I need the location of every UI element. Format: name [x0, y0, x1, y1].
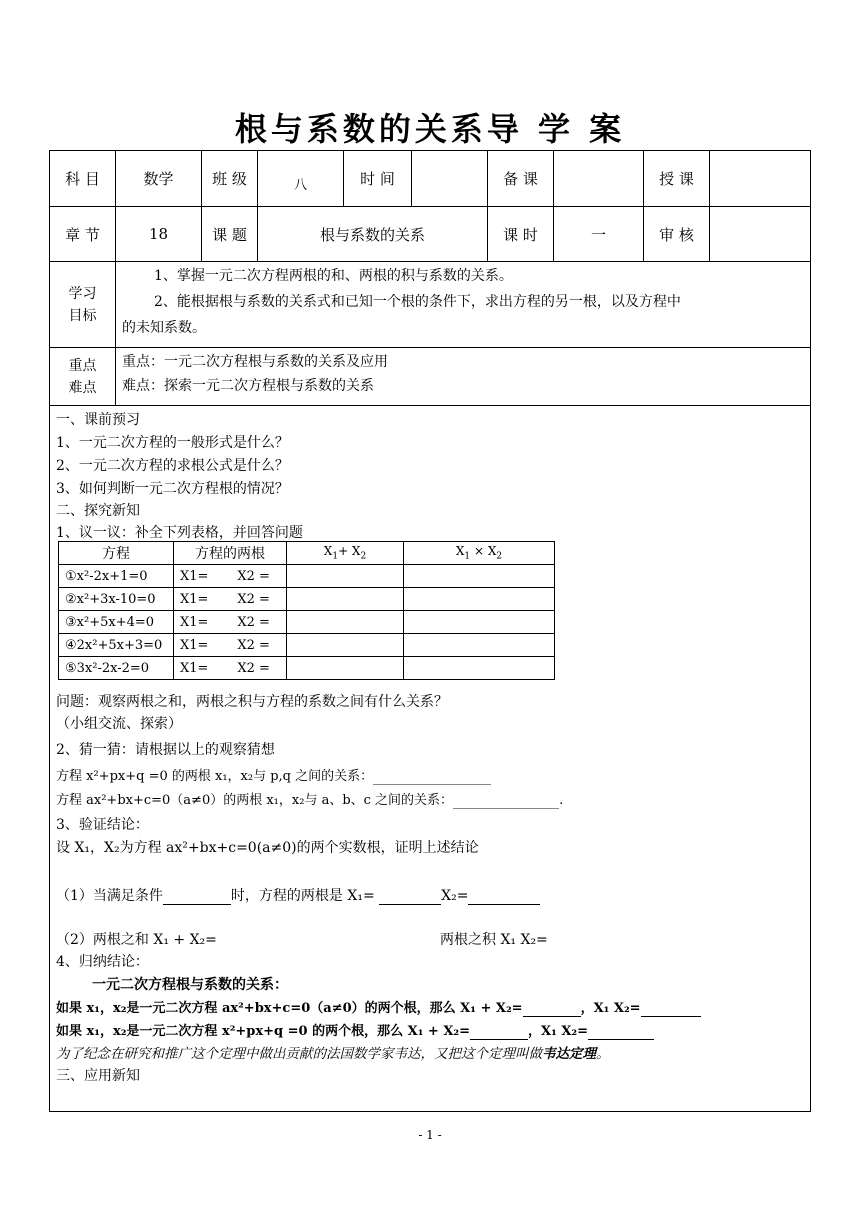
equation-cell: ②x²+3x-10=0: [59, 588, 174, 611]
table-row: [59, 657, 555, 680]
product-cell[interactable]: [404, 634, 555, 657]
goals-label: 学习 目标: [68, 285, 97, 324]
sum-cell[interactable]: [287, 565, 404, 588]
vieta-note: 为了纪念在研究和推广这个定理中做出贡献的法国数学家韦达，又把这个定理叫做韦达定理。: [56, 1046, 610, 1062]
class-label: 班 级: [212, 170, 247, 188]
relation-sum-blank[interactable]: [523, 1001, 581, 1017]
explore-step1: 1、议一议：补全下列表格，并回答问题: [56, 525, 303, 541]
header-roots: 方程的两根: [174, 542, 287, 565]
relation-general: 如果 x₁，x₂是一元二次方程 ax²+bx+c=0（a≠0）的两个根，那么 X₁ + X₂= ，X₁ X₂=: [56, 997, 701, 1017]
monic-sum-blank[interactable]: [470, 1024, 528, 1040]
product-cell[interactable]: [404, 588, 555, 611]
header-sum: $X_1+ X_2$: [287, 542, 404, 565]
difficult-point: 难点：探索一元二次方程根与系数的关系: [122, 378, 374, 394]
page-number: - 1 -: [418, 1128, 442, 1142]
preview-q3: 3、如何判断一元二次方程根的情况？: [56, 481, 289, 497]
guess-blank-2[interactable]: [453, 793, 559, 809]
chapter-label: 章 节: [65, 225, 100, 244]
guess-blank-1[interactable]: [373, 769, 491, 785]
roots-cell: X1= X2 =: [174, 611, 287, 634]
relation-heading: 一元二次方程根与系数的关系：: [92, 977, 288, 993]
section-preview: 一、课前预习: [56, 412, 140, 428]
preview-q2: 2、一元二次方程的求根公式是什么？: [56, 458, 289, 474]
time-value: [412, 151, 487, 206]
product-cell[interactable]: [404, 565, 555, 588]
row-divider: [50, 347, 810, 348]
explore-step3: 3、验证结论：: [56, 817, 149, 833]
table-header: [59, 542, 555, 565]
sum-cell[interactable]: [287, 657, 404, 680]
key-point: 重点：一元二次方程根与系数的关系及应用: [122, 354, 388, 370]
sum-cell[interactable]: [287, 588, 404, 611]
relation-monic: 如果 x₁，x₂是一元二次方程 x²+px+q =0 的两个根，那么 X₁ + X₂= ，X₁ X₂=: [56, 1020, 654, 1040]
preview-q1: 1、一元二次方程的一般形式是什么？: [56, 435, 289, 451]
chapter-value: 18: [148, 225, 169, 243]
goal-2-cont: 的未知系数。: [122, 320, 206, 336]
table-row: [59, 611, 555, 634]
monic-product-blank[interactable]: [588, 1024, 654, 1040]
teach-label: 授 课: [659, 170, 694, 188]
verify-statement: 设 X₁，X₂为方程 ax²+bx+c=0(a≠0)的两个实数根，证明上述结论: [56, 840, 479, 856]
topic-value: 根与系数的关系: [319, 225, 425, 244]
guess-line-2: 方程 ax²+bx+c=0（a≠0）的两根 x₁，x₂与 a、b、c 之间的关系： .: [56, 793, 564, 808]
prepare-label: 备 课: [503, 170, 538, 188]
condition-line: （1）当满足条件 时，方程的两根是 X₁= X₂=: [56, 885, 540, 905]
x2-blank[interactable]: [468, 888, 540, 905]
roots-cell: X1= X2 =: [174, 657, 287, 680]
table-row: [59, 565, 555, 588]
table-row: [59, 588, 555, 611]
header-product: $X_1 \times X_2$: [404, 542, 555, 565]
goal-1: 1、掌握一元二次方程两根的和、两根的积与系数的关系。: [154, 268, 513, 284]
key-label: 重点 难点: [68, 357, 97, 396]
period-value: 一: [590, 225, 606, 244]
product-cell[interactable]: [404, 611, 555, 634]
equation-cell: ④2x²+5x+3=0: [59, 634, 174, 657]
row-divider: [50, 405, 810, 406]
product-cell[interactable]: [404, 657, 555, 680]
product-of-roots: 两根之积 X₁ X₂=: [440, 932, 548, 948]
guess-line-1: 方程 x²+px+q =0 的两根 x₁，x₂与 p,q 之间的关系：: [56, 765, 491, 785]
sum-cell[interactable]: [287, 611, 404, 634]
explore-step4: 4、归纳结论：: [56, 954, 149, 970]
worksheet-table: [49, 150, 811, 1112]
group-discussion: （小组交流、探索）: [56, 716, 182, 732]
x1-blank[interactable]: [379, 888, 441, 905]
sum-of-roots: （2）两根之和 X₁ + X₂=: [56, 932, 217, 948]
table-row: [59, 634, 555, 657]
section-explore: 二、探究新知: [56, 503, 140, 519]
page-title: 根与系数的关系导 学 案: [234, 110, 626, 148]
goal-2: 2、能根据根与系数的关系式和已知一个根的条件下，求出方程的另一根，以及方程中: [154, 294, 681, 310]
root-table: [58, 541, 555, 680]
subject-value: 数学: [143, 170, 174, 188]
class-value: 八: [293, 178, 307, 193]
topic-label: 课 题: [212, 225, 247, 244]
section-apply: 三、应用新知: [56, 1068, 140, 1084]
equation-cell: ③x²+5x+4=0: [59, 611, 174, 634]
observe-question: 问题：观察两根之和，两根之积与方程的系数之间有什么关系？: [56, 694, 448, 710]
roots-cell: X1= X2 =: [174, 565, 287, 588]
review-label: 审 核: [659, 225, 694, 244]
period-label: 课 时: [503, 225, 538, 244]
explore-step2: 2、猜一猜：请根据以上的观察猜想: [56, 742, 275, 758]
subject-label: 科 目: [65, 170, 100, 188]
roots-cell: X1= X2 =: [174, 634, 287, 657]
review-value: [710, 207, 810, 261]
time-label: 时 间: [360, 170, 395, 188]
equation-cell: ⑤3x²-2x-2=0: [59, 657, 174, 680]
header-equation: 方程: [59, 542, 174, 565]
row-divider: [50, 261, 810, 262]
prepare-value: [554, 151, 643, 206]
sum-cell[interactable]: [287, 634, 404, 657]
roots-cell: X1= X2 =: [174, 588, 287, 611]
equation-cell: ①x²-2x+1=0: [59, 565, 174, 588]
condition-blank[interactable]: [163, 888, 231, 905]
teach-value: [710, 151, 810, 206]
relation-product-blank[interactable]: [641, 1001, 701, 1017]
